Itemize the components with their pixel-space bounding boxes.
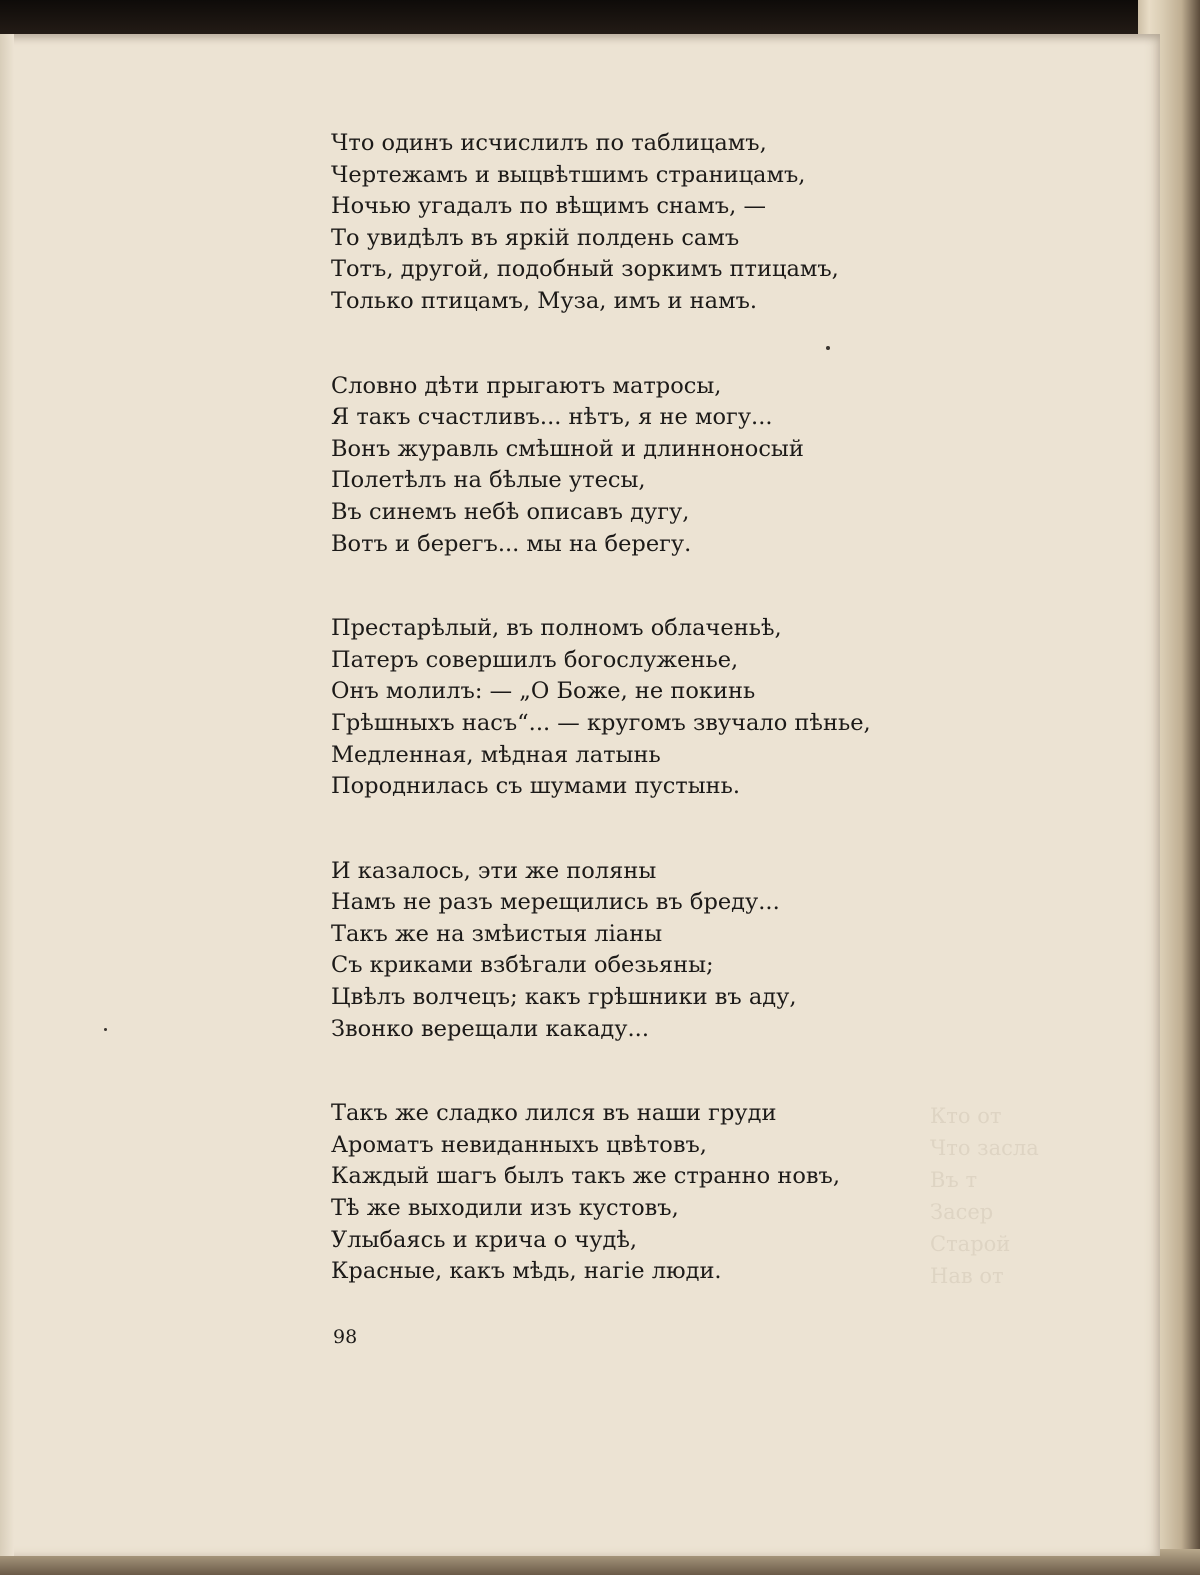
page-left-margin <box>0 34 14 1556</box>
poem-line: Вонъ журавль смѣшной и длинноносый <box>331 435 804 462</box>
poem-line: Медленная, мѣдная латынь <box>331 741 661 768</box>
stanza-1 <box>331 128 971 318</box>
poem-line: Ночью угадалъ по вѣщимъ снамъ, — <box>331 193 766 220</box>
poem-line: Породнилась съ шумами пустынь. <box>331 773 741 800</box>
poem-line: Престарѣлый, въ полномъ облаченьѣ, <box>331 615 782 642</box>
poem-line: Улыбаясь и крича о чудѣ, <box>331 1226 638 1253</box>
poem-line: Патеръ совершилъ богослуженье, <box>331 646 739 673</box>
poem-line: Съ криками взбѣгали обезьяны; <box>331 952 714 979</box>
poem-line: Въ синемъ небѣ описавъ дугу, <box>331 498 690 525</box>
poem-line: Цвѣлъ волчецъ; какъ грѣшники въ аду, <box>331 984 797 1011</box>
scan-top-edge <box>0 0 1200 36</box>
poem-line: Полетѣлъ на бѣлые утесы, <box>331 467 646 494</box>
poem-text <box>331 128 971 1341</box>
poem-line: Ароматъ невиданныхъ цвѣтовъ, <box>331 1131 707 1158</box>
poem-line: Только птицамъ, Муза, имъ и намъ. <box>331 287 758 314</box>
poem-line: Грѣшныхъ насъ“... — кругомъ звучало пѣнье, <box>331 709 871 736</box>
poem-line: Чертежамъ и выцвѣтшимъ страницамъ, <box>331 161 806 188</box>
poem-line: Тотъ, другой, подобный зоркимъ птицамъ, <box>331 256 839 283</box>
poem-line: Звонко верещали какаду... <box>331 1015 649 1042</box>
poem-line: И казалось, эти же поляны <box>331 857 657 884</box>
poem-line: Намъ не разъ мерещились въ бреду... <box>331 889 780 916</box>
poem-line: Онъ молилъ: — „О Боже, не покинь <box>331 678 756 705</box>
poem-line: Каждый шагъ былъ такъ же странно новъ, <box>331 1163 841 1190</box>
poem-line: Красные, какъ мѣдь, нагіе люди. <box>331 1258 722 1285</box>
stanza-4 <box>331 856 971 1046</box>
poem-line: Я такъ счастливъ... нѣтъ, я не могу... <box>331 404 773 431</box>
stanza-2 <box>331 371 971 561</box>
show-through-text: Кто от Что засла Въ т Засер Старой Нав от <box>930 1104 1039 1288</box>
poem-line: Что одинъ исчислилъ по таблицамъ, <box>331 130 767 156</box>
poem-line: Тѣ же выходили изъ кустовъ, <box>331 1195 679 1222</box>
page-number: 98 <box>333 1326 358 1348</box>
poem-line: Такъ же на змѣистыя ліаны <box>331 920 663 947</box>
dust-speck <box>104 1028 107 1031</box>
stanza-5 <box>331 1098 971 1288</box>
poem-line: Словно дѣти прыгаютъ матросы, <box>331 372 722 399</box>
stanza-3 <box>331 613 971 803</box>
poem-line: Такъ же сладко лился въ наши груди <box>331 1100 777 1127</box>
poem-line: То увидѣлъ въ яркій полдень самъ <box>331 224 740 251</box>
poem-line: Вотъ и берегъ... мы на берегу. <box>331 530 692 557</box>
